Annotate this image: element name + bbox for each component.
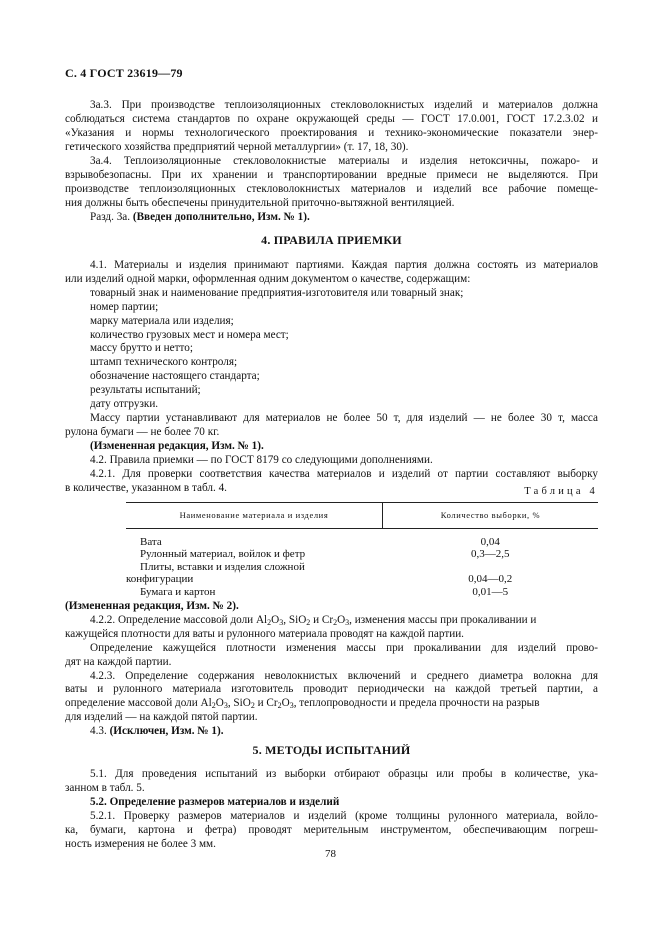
text-line: производстве теплоизоляционных стекловолокнистых материалов и изделий все рабочие помеще- <box>65 182 598 195</box>
note-text: Разд. 3а. <box>90 210 133 223</box>
table-cell-value: 0,01—5 <box>472 585 509 598</box>
text-run: , теплопроводности и предела прочности на разрыв <box>293 697 540 710</box>
text-run: , изменения массы при прокаливании и <box>349 613 537 626</box>
section-3a-note <box>65 211 598 225</box>
text-line <box>65 614 598 628</box>
text-line: гетического хозяйства предприятий черной металлургии» (т. 17, 18, 30). <box>65 140 409 153</box>
text-line: ния должны быть обеспечены принудительной приточно-вытяжной вентиляцией. <box>65 196 455 209</box>
text-line: 4.2.3. Определение содержания неволокнистых включений и среднего диаметра волокна для <box>90 669 598 682</box>
paragraph-4-1 <box>65 259 598 495</box>
text-run: 4.2.2. Определение массовой доли Al <box>90 613 268 626</box>
table-row <box>126 586 598 599</box>
section-5-heading: 5. МЕТОДЫ ИСПЫТАНИЙ <box>252 743 411 757</box>
list-item: марку материала или изделия; <box>90 314 234 327</box>
text-run: и Cr <box>254 697 278 710</box>
table-cell-value: 0,04—0,2 <box>468 573 513 585</box>
table-cell-value: 0,3—2,5 <box>471 548 510 560</box>
text-line: 4.1. Материалы и изделия принимают партиями. Каждая партия должна состоять из материалов <box>90 259 598 271</box>
text-run: O <box>271 613 280 626</box>
subscript: 2 <box>267 617 272 627</box>
text-line: соблюдаться система стандартов по охране окружающей среды — ГОСТ 17.0.001, ГОСТ 17.2.3.02 и <box>65 112 598 125</box>
text-line: 5.2.1. Проверку размеров материалов и изделий (кроме толщины рулонного материала, войло- <box>90 809 598 822</box>
text-run: O <box>281 697 290 710</box>
text-line: «Указания и нормы технологического проектирования и технико-экономические показатели энер- <box>65 126 598 139</box>
table-cell-name-line: Плиты, вставки и изделия сложной <box>140 560 305 573</box>
paragraph-5 <box>65 768 598 851</box>
text-run: O <box>337 613 346 626</box>
text-run: определение массовой доли Al <box>65 697 212 710</box>
subscript: 3 <box>279 617 284 627</box>
column-header-name: Наименование материала и изделия <box>126 503 383 529</box>
paragraph-after-table <box>65 600 598 739</box>
text-line: дят на каждой партии. <box>65 655 172 668</box>
text-line: занном в табл. 5. <box>65 781 145 794</box>
subscript: 3 <box>289 701 294 711</box>
list-item: номер партии; <box>90 300 159 313</box>
text-line: для изделий — на каждой пятой партии. <box>65 711 258 724</box>
list-item: штамп технического контроля; <box>90 356 238 369</box>
subscript: 2 <box>277 701 282 711</box>
subscript: 2 <box>250 701 255 711</box>
list-item: дату отгрузки. <box>90 398 159 411</box>
table-cell-name: Рулонный материал, войлок и фетр <box>140 548 306 560</box>
subscript: 2 <box>333 617 338 627</box>
edit-note: (Измененная редакция, Изм. № 2). <box>65 600 239 612</box>
paragraph-3a-3 <box>65 99 598 155</box>
text-line: 5.1. Для проведения испытаний из выборки отбирают образцы или пробы в количестве, ука- <box>90 768 598 780</box>
text-run: 4.3. <box>90 725 110 738</box>
edit-note: (Измененная редакция, Изм. № 1). <box>90 439 264 452</box>
text-line: взрывобезопасны. При их хранении и транспортировании вредные примеси не выделяются. При <box>65 168 598 181</box>
column-header-quantity: Количество выборки, % <box>383 503 599 529</box>
table-cell-name-line: конфигурации <box>126 573 194 585</box>
text-line: 3а.4. Теплоизоляционные стекловолокнистые материалы и изделия нетоксичны, пожаро- и <box>90 155 598 167</box>
text-line: 4.2.1. Для проверки соответствия качества материалов и изделий от партии составляют выборку <box>90 467 598 480</box>
text-line: или изделий одной марки, оформленная одним документом о качестве, содержащим: <box>65 272 471 285</box>
table-row <box>126 528 598 548</box>
text-line: ность измерения не более 3 мм. <box>65 837 216 850</box>
table-cell-value: 0,04 <box>480 535 500 548</box>
table-header-row <box>126 503 598 529</box>
text-line: 3а.3. При производстве теплоизоляционных стекловолокнистых изделий и материалов должна <box>90 99 598 111</box>
subsection-heading: 5.2. Определение размеров материалов и изделий <box>90 795 340 808</box>
text-line: рулона бумаги — не более 70 кг. <box>65 425 220 438</box>
page-number: 78 <box>325 848 336 860</box>
text-run: , SiO <box>283 613 307 626</box>
paragraph-4-2: 4.2. Правила приемки — по ГОСТ 8179 со следующими дополнениями. <box>90 453 433 466</box>
table-cell-name <box>126 561 383 586</box>
section-4-heading: 4. ПРАВИЛА ПРИЕМКИ <box>261 233 402 247</box>
table-4 <box>126 502 598 598</box>
text-line: Определение кажущейся плотности изменения массы при прокаливании для изделий прово- <box>90 641 598 654</box>
text-line: кажущейся плотности для ваты и рулонного материала проводят на каждой партии. <box>65 627 464 640</box>
page-header: С. 4 ГОСТ 23619—79 <box>65 66 183 80</box>
subscript: 2 <box>211 701 216 711</box>
text-run: O <box>215 697 224 710</box>
note-bold: (Введен дополнительно, Изм. № 1). <box>132 210 310 223</box>
table-row <box>126 561 598 586</box>
text-line <box>65 697 598 711</box>
paragraph-3a-4 <box>65 155 598 225</box>
paragraph-4-3 <box>65 725 598 739</box>
table-caption: Таблица 4 <box>524 486 598 497</box>
table-cell-name: Бумага и картон <box>140 585 216 598</box>
list-item: массу брутто и нетто; <box>90 342 193 355</box>
text-run: , SiO <box>227 697 251 710</box>
list-item: обозначение настоящего стандарта; <box>90 370 260 383</box>
subscript: 3 <box>223 701 228 711</box>
text-line: в количестве, указанном в табл. 4. <box>65 481 227 494</box>
subscript: 2 <box>306 617 311 627</box>
list-item: товарный знак и наименование предприятия-изготовителя или товарный знак; <box>90 286 464 299</box>
table-cell-name: Вата <box>140 535 162 548</box>
text-run: и Cr <box>310 613 334 626</box>
table-row <box>126 548 598 561</box>
text-line: ваты и рулонного материала изготовитель проводит периодически на каждой третьей партии, а <box>65 683 598 696</box>
text-line: Массу партии устанавливают для материалов не более 50 т, для изделий — не более 30 т, масса <box>90 411 598 424</box>
subscript: 3 <box>345 617 350 627</box>
list-item: количество грузовых мест и номера мест; <box>90 328 289 341</box>
text-line: ка, бумаги, картона и фетра) проводят мерительным инструментом, обеспечивающим погреш- <box>65 823 598 836</box>
list-item: результаты испытаний; <box>90 384 201 397</box>
text-run-bold: (Исключен, Изм. № 1). <box>109 725 224 738</box>
